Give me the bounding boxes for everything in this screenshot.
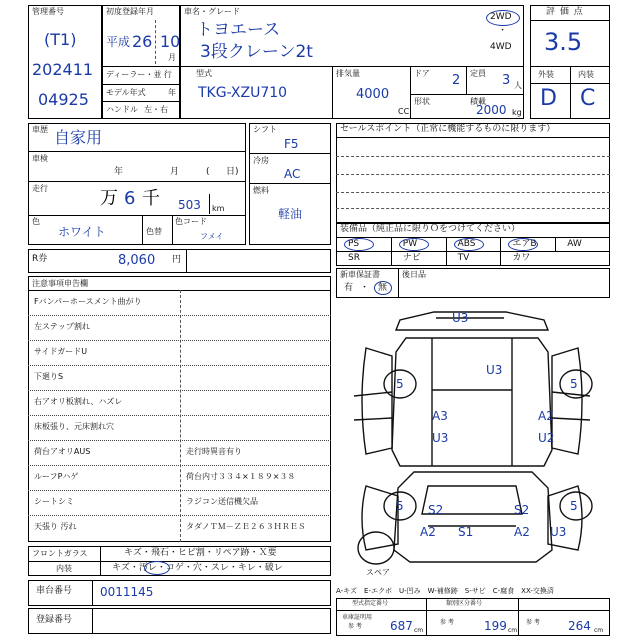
note-left: Fバンパーホースメント曲がり [34, 297, 142, 306]
reg-month-unit: 月 [168, 53, 176, 62]
handle-label: ハンドル [106, 105, 138, 114]
equip-item: TV [457, 253, 470, 263]
regno-box [28, 608, 331, 634]
equip-label: 装備品（純正品に限りＯをつけてください） [340, 224, 521, 234]
int-label: 内装 [578, 70, 594, 79]
damage-mark: 5 [570, 377, 578, 391]
damage-mark: U3 [432, 431, 449, 445]
fuel-value: 軽油 [278, 207, 303, 221]
aircon-value: AC [284, 167, 301, 181]
color-label: 色 [32, 217, 40, 226]
glass-label: フロントガラス [32, 549, 88, 558]
note-left: 右アオリ板割れ、ハズレ [34, 397, 123, 406]
equip-item: ABS [457, 239, 476, 249]
color-code: フメイ [200, 232, 224, 241]
reg-year: 26 [132, 32, 153, 51]
car-type: TKG-XZU710 [198, 85, 288, 101]
load-value: 2000 [476, 103, 507, 117]
equip-item: カワ [512, 253, 531, 263]
warranty-no: 無 [378, 283, 388, 293]
len-label3: 参 考 [348, 623, 362, 630]
shift-label: シフト [253, 125, 277, 134]
note-left: 荷台アオリAUS [34, 447, 91, 456]
note-left: 床板張り、元床割れ穴 [34, 422, 114, 431]
note-left: サイドガードU [34, 347, 88, 356]
handle-value: 左・右 [144, 105, 168, 114]
chassis-value: 0011145 [100, 585, 154, 599]
equip-item: PS [348, 239, 360, 249]
equip-item: ナビ [402, 253, 421, 263]
note-right: ラジコン送信機欠品 [186, 497, 258, 506]
equip-item: エアB [512, 239, 537, 249]
note-left: ルーフPハゲ [34, 472, 79, 481]
mileage-label: 走行 [32, 184, 48, 193]
disp-value: 4000 [356, 87, 390, 102]
color-code-label: 色コード [175, 217, 207, 226]
interior-value: キズ・汚レ・コゲ・穴・スレ・キレ・破レ [112, 563, 283, 573]
mileage-unit: km [212, 204, 225, 213]
spare-label: スペア [366, 568, 390, 577]
mileage-man-value: 6 [124, 188, 136, 209]
drive-2wd: 2WD [490, 12, 512, 22]
damage-mark: S2 [514, 503, 530, 517]
reg-month: 10 [160, 32, 181, 51]
color-value: ホワイト [58, 225, 106, 239]
type-label: 型式 [196, 69, 212, 78]
aircon-label: 冷房 [253, 156, 269, 165]
mgmt-code2: 202411 [32, 60, 94, 79]
notes-label: 注意事項申告欄 [32, 279, 88, 288]
warranty-dot: ・ [360, 283, 370, 293]
door-value: 2 [452, 73, 461, 88]
mileage-man-unit: 万 [100, 188, 118, 209]
door-label: ドア [414, 69, 430, 78]
wid-label2: 参 考 [440, 619, 454, 626]
chassis-box [28, 580, 331, 606]
int-grade: C [580, 86, 596, 111]
mgmt-label: 管理番号 [32, 7, 64, 16]
interior-circle [144, 561, 170, 575]
hgt-label: 参 考 [526, 619, 540, 626]
hgt-unit: cm [594, 627, 604, 634]
equip-circle [399, 238, 429, 251]
equip-item: AW [567, 239, 582, 249]
damage-mark: U3 [550, 525, 567, 539]
fuel-label: 燃料 [253, 186, 269, 195]
cap-unit: 人 [514, 81, 522, 90]
equip-circle [344, 238, 374, 251]
damage-mark: 5 [396, 499, 404, 513]
use-value: 自家用 [54, 128, 103, 147]
damage-mark: A2 [420, 525, 436, 539]
shape-label: 形状 [414, 97, 430, 106]
vehicle-diagram [336, 300, 610, 585]
warranty-yes: 有 [344, 283, 354, 293]
disp-label: 排気量 [336, 69, 360, 78]
cap-label: 定員 [470, 69, 486, 78]
mgmt-code3: 04925 [38, 90, 89, 109]
ext-grade: D [540, 86, 557, 111]
car-name: トヨエース [196, 20, 281, 40]
grade-score: 3.5 [544, 28, 583, 56]
damage-mark: U3 [452, 311, 469, 325]
inspect-paren: ( [206, 167, 210, 177]
rcoupon-unit: 円 [172, 255, 182, 265]
damage-mark: A2 [514, 525, 530, 539]
equip-circle [454, 238, 484, 251]
note-left: 下廻りS [34, 372, 64, 381]
cap-value: 3 [502, 73, 511, 88]
car-grade: 3段クレーン2t [200, 42, 313, 62]
damage-mark: S1 [458, 525, 474, 539]
model-year-label: モデル年式 [106, 88, 146, 97]
damage-mark: U3 [486, 363, 503, 377]
color-change: 色替 [146, 227, 162, 236]
ext-label: 外装 [538, 70, 554, 79]
len-label1: 型式指定番号 [352, 600, 389, 607]
load-label: 積載 [470, 97, 486, 106]
reg-label: 初度登録年月 [106, 7, 154, 16]
shift-value: F5 [284, 137, 299, 151]
wid-label1: 類別区分番号 [446, 600, 483, 607]
mileage-sen-unit: 千 [142, 188, 160, 209]
drive-dot: ・ [498, 26, 508, 36]
load-unit: kg [512, 108, 522, 117]
warranty-label: 新車保証書 [340, 270, 380, 279]
inspect-year: 年 [114, 167, 124, 177]
mgmt-code1: (T1) [44, 30, 77, 49]
car-name-label: 車名・グレード [184, 7, 240, 16]
damage-mark: A3 [432, 409, 448, 423]
wid-value: 199 [484, 619, 507, 633]
wid-unit: cm [508, 627, 518, 634]
drive-4wd: 4WD [490, 42, 512, 52]
inspect-label: 車検 [32, 154, 48, 163]
damage-mark: U2 [538, 431, 555, 445]
mileage-value: 503 [178, 198, 201, 212]
hgt-value: 264 [568, 619, 591, 633]
regno-label: 登録番号 [36, 615, 73, 625]
sales-label: セールスポイント（正常に機能するものに限ります） [340, 124, 556, 134]
note-left: シートシミ [34, 497, 74, 506]
note-right: 走行時異音有り [186, 447, 242, 456]
note-left: 左ステップ割れ [34, 322, 90, 331]
equip-item: SR [348, 253, 360, 263]
chassis-label: 車台番号 [36, 586, 73, 596]
disp-unit: CC [398, 107, 410, 116]
model-year-unit: 年 [168, 88, 176, 97]
dealer-label: ディーラー・並 行 [106, 70, 172, 79]
inspect-day: 日) [226, 167, 239, 177]
len-label2: 車庫証明用 [342, 614, 373, 621]
damage-legend: A-キズ E-エクボ U-凹み W-補修跡 S-サビ C-腐食 XX-交換済 [336, 587, 554, 595]
len-value: 687 [390, 619, 413, 633]
equip-item: PW [402, 239, 418, 249]
rest-label: 後日品 [402, 270, 426, 279]
reg-era: 平成 [106, 35, 131, 49]
note-left: 天張り 汚れ [34, 522, 77, 531]
inspect-month: 月 [170, 167, 180, 177]
rcoupon-label: R券 [32, 254, 48, 264]
damage-mark: A2 [538, 409, 554, 423]
damage-mark: 5 [396, 377, 404, 391]
note-right: タダノＴＭ－ＺＥ２６３ＨＲＥＳ [186, 522, 306, 531]
glass-value: キズ・飛石・ヒビ割・リペア跡・Ｘ要 [124, 548, 277, 558]
grade-label: 評 価 点 [546, 7, 584, 17]
interior-label: 内装 [56, 564, 72, 573]
rcoupon-value: 8,060 [118, 253, 156, 268]
damage-mark: 5 [570, 499, 578, 513]
use-label: 車歴 [32, 125, 48, 134]
len-unit: cm [414, 627, 424, 634]
damage-mark: S2 [428, 503, 444, 517]
note-right: 荷台内寸３３４×１８９×３８ [186, 472, 296, 481]
